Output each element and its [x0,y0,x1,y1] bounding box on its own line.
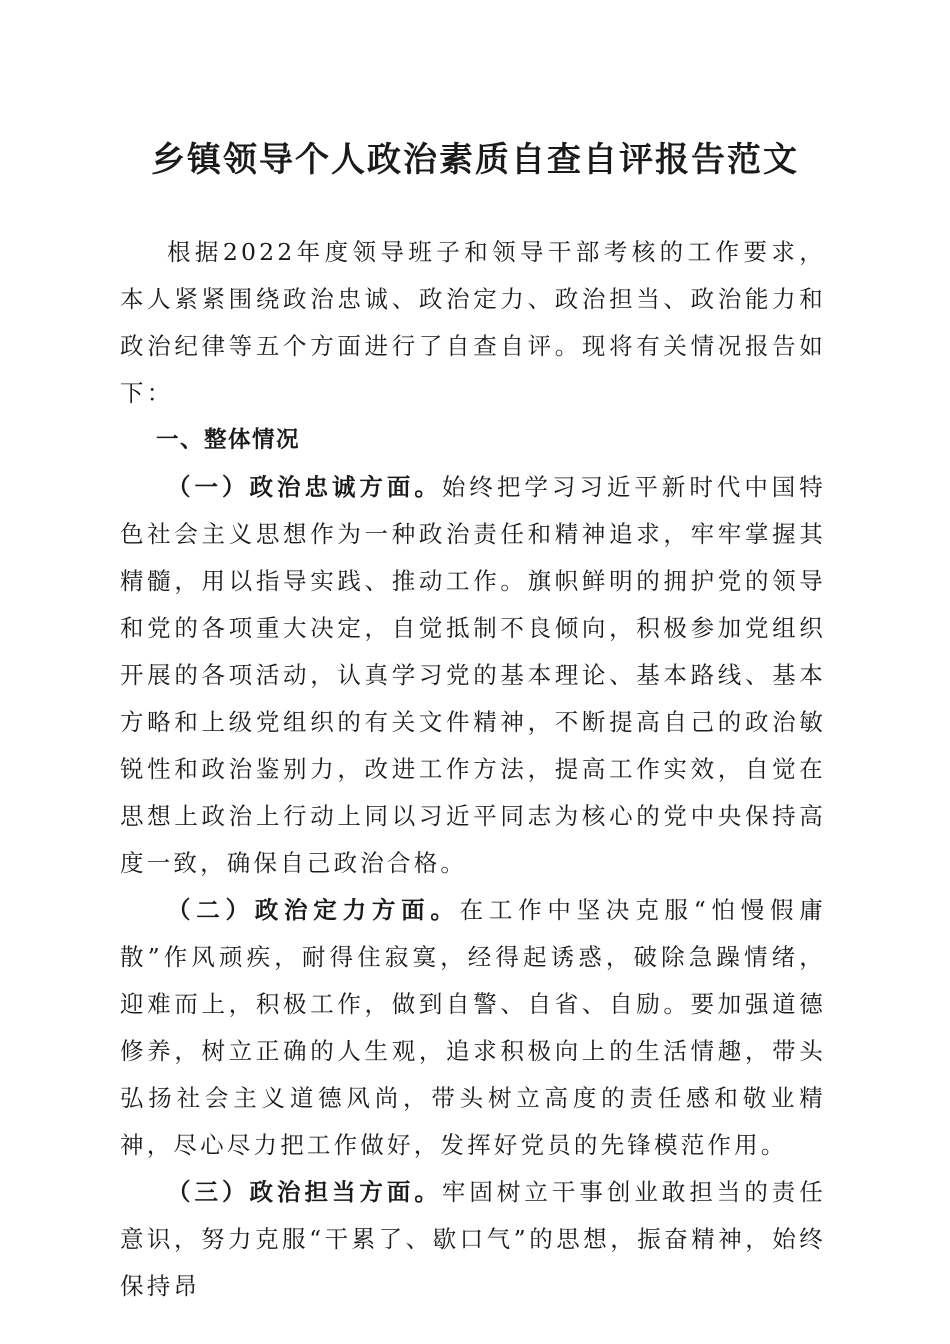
paragraph-political-loyalty [120,464,826,887]
paragraph-lead: （三）政治担当方面。 [167,1178,442,1206]
paragraph-political-resolve [120,887,826,1169]
paragraph-lead: （一）政治忠诚方面。 [167,473,442,501]
intro-paragraph: 根据2022年度领导班子和领导干部考核的工作要求，本人紧紧围绕政治忠诚、政治定力、政治担当、政治能力和政治纪律等五个方面进行了自查自评。现将有关情况报告如下： [120,238,826,407]
section-heading: 一、整体情况 [156,427,301,453]
paragraph-lead: （二）政治定力方面。 [167,896,460,924]
paragraph-political-responsibility [120,1169,826,1310]
document-title: 乡镇领导个人政治素质自查自评报告范文 [151,140,799,180]
paragraph-text: 在工作中坚决克服“怕慢假庸散”作风顽疾，耐得住寂寞，经得起诱惑，破除急躁情绪，迎难而上，积极工作，做到自警、自省、自励。要加强道德修养，树立正确的人生观，追求积极向上的生活情趣，带头弘扬社会主义道德风尚，带头树立高度的责任感和敬业精神，尽心尽力把工作做好，发挥好党员的先锋模范作用。 [120,896,826,1159]
document-body [120,229,826,1310]
paragraph-text: 始终把学习习近平新时代中国特色社会主义思想作为一种政治责任和精神追求，牢牢掌握其精髓，用以指导实践、推动工作。旗帜鲜明的拥护党的领导和党的各项重大决定，自觉抵制不良倾向，积极参加党组织开展的各项活动，认真学习党的基本理论、基本路线、基本方略和上级党组织的有关文件精神，不断提高自己的政治敏锐性和政治鉴别力，改进工作方法，提高工作实效，自觉在思想上政治上行动上同以习近平同志为核心的党中央保持高度一致，确保自己政治合格。 [120,473,827,877]
paragraph-text: 牢固树立干事创业敢担当的责任意识，努力克服“干累了、歇口气”的思想，振奋精神，始终保持昂 [120,1178,827,1300]
